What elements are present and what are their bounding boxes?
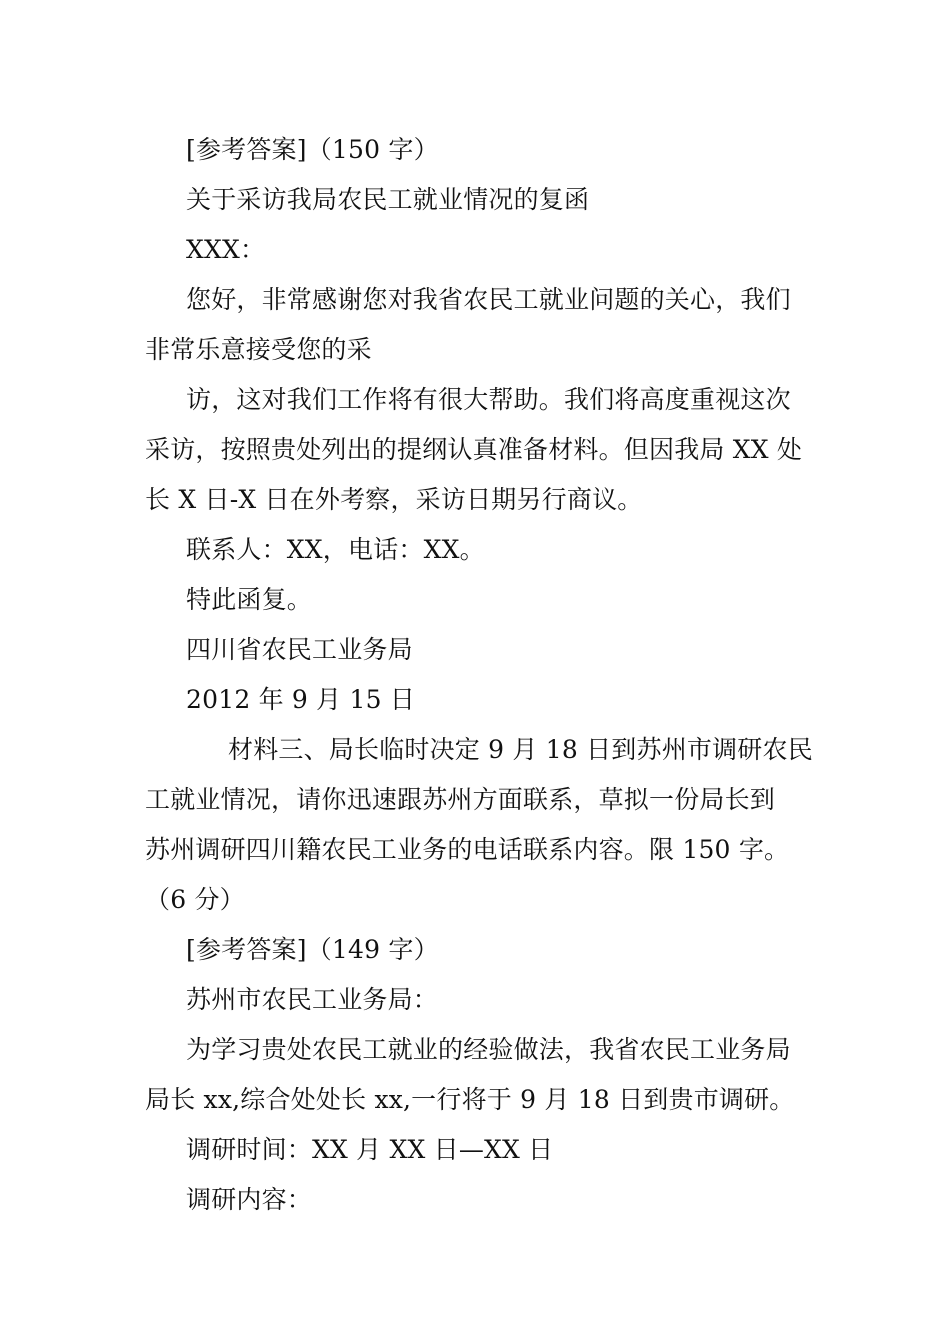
- paragraph-line: 非常乐意接受您的采: [145, 335, 372, 364]
- signature-date: 2012 年 9 月 15 日: [186, 685, 416, 714]
- research-time-line: 调研时间：XX 月 XX 日—XX 日: [186, 1135, 554, 1164]
- letter-salutation: XXX：: [186, 235, 266, 264]
- paragraph-line: 访，这对我们工作将有很大帮助。我们将高度重视这次: [186, 385, 791, 414]
- letter-title: 关于采访我局农民工就业情况的复函: [186, 185, 590, 214]
- paragraph-line: 采访，按照贵处列出的提纲认真准备材料。但因我局 XX 处: [145, 435, 803, 464]
- question-line: 材料三、局长临时决定 9 月 18 日到苏州市调研农民: [228, 735, 813, 764]
- contact-line: 联系人：XX，电话：XX。: [186, 535, 485, 564]
- question-score: （6 分）: [145, 885, 245, 914]
- closing-line: 特此函复。: [186, 585, 313, 614]
- question-line: 工就业情况，请你迅速跟苏州方面联系，草拟一份局长到: [145, 785, 776, 814]
- research-content-line: 调研内容：: [186, 1185, 313, 1214]
- paragraph-line: 您好，非常感谢您对我省农民工就业问题的关心，我们: [186, 285, 791, 314]
- paragraph-line: 长 X 日-X 日在外考察，采访日期另行商议。: [145, 485, 643, 514]
- answer-heading-2: [参考答案]（149 字）: [186, 935, 439, 964]
- addressee-line: 苏州市农民工业务局：: [186, 985, 439, 1014]
- paragraph-line: 为学习贵处农民工就业的经验做法，我省农民工业务局: [186, 1035, 791, 1064]
- question-line: 苏州调研四川籍农民工业务的电话联系内容。限 150 字。: [145, 835, 790, 864]
- signature-org: 四川省农民工业务局: [186, 635, 413, 664]
- paragraph-line: 局长 xx,综合处处长 xx,一行将于 9 月 18 日到贵市调研。: [145, 1085, 795, 1114]
- answer-heading-1: [参考答案]（150 字）: [186, 135, 439, 164]
